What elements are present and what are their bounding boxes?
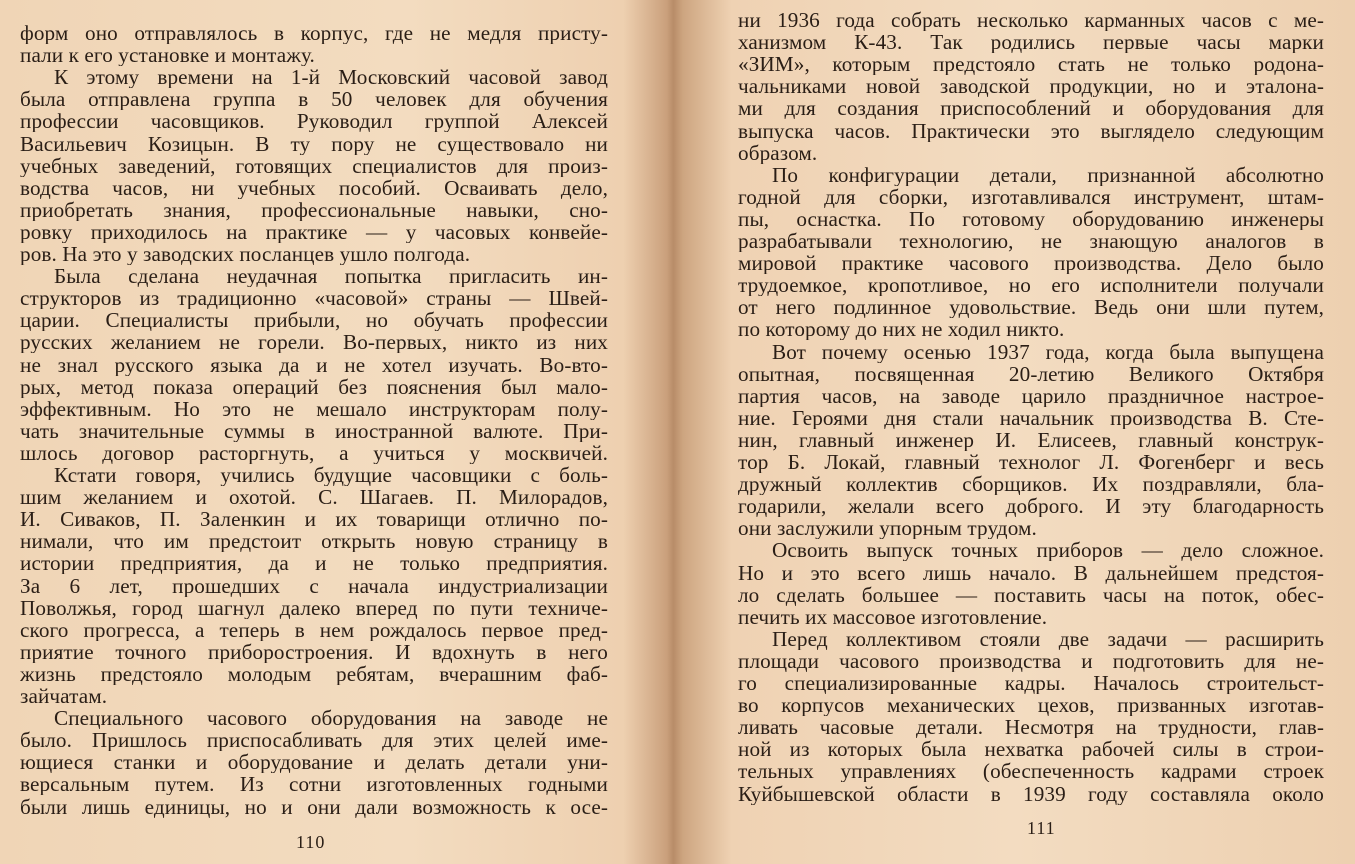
text-line: опытная, посвященная 20-летию Великого Октября — [738, 362, 1324, 385]
text-line: годной для сборки, изготавливался инструмент, штам- — [738, 185, 1324, 208]
text-line: трудоемкое, кропотливое, но его исполнители получали — [738, 274, 1324, 297]
text-line: выпуска часов. Практически это выглядело следующим — [738, 119, 1324, 142]
text-line: площади часового производства и подготовить для не- — [738, 649, 1324, 672]
text-line: «ЗИМ», которым предстояло стать не только родона- — [738, 53, 1324, 76]
text-line: И. Сиваков, П. Заленкин и их товарищи отлично по- — [20, 508, 608, 531]
text-line: пали к его установке и монтажу. — [20, 44, 315, 67]
text-line: структоров из традиционно «часовой» страны — Швей- — [20, 287, 608, 310]
text-line: дружный коллектив сборщиков. Их поздравляли, бла- — [738, 473, 1324, 496]
text-line: разрабатывали технологию, не знающую аналогов в — [738, 230, 1324, 252]
text-line: Вот почему осенью 1937 года, когда была выпущена — [772, 340, 1324, 363]
text-line: не знал русского языка да и не хотел изучать. Во-вто- — [20, 353, 608, 376]
text-line: от него подлинное удовольствие. Ведь они шли путем, — [738, 296, 1324, 319]
text-line: чать значительные суммы в иностранной валюте. При- — [20, 419, 608, 442]
text-line: Кстати говоря, учились будущие часовщики с боль- — [54, 464, 608, 486]
text-line: версальным путем. Из сотни изготовленных годными — [20, 773, 608, 796]
text-line: тор Б. Локай, главный технолог Л. Фогенберг и весь — [738, 451, 1324, 473]
text-line: истории предприятия, да и не только предприятия. — [20, 552, 608, 575]
text-line: зайчатам. — [20, 685, 108, 707]
text-line: чальниками новой заводской продукции, но и эталона- — [738, 75, 1324, 98]
text-line: жизнь предстояло молодым ребятам, вчерашним фаб- — [20, 662, 608, 685]
text-line: Поволжья, город шагнул далеко вперед по пути техниче- — [20, 596, 608, 619]
text-line: водства часов, ни учебных пособий. Осваивать дело, — [20, 176, 608, 199]
text-line: ров. На это у заводских посланцев ушло полгода. — [20, 243, 471, 265]
text-line: были лишь единицы, но и они дали возможность к осе- — [20, 795, 608, 818]
text-line: они заслужили упорным трудом. — [738, 517, 1037, 540]
left-page — [0, 0, 660, 864]
text-line: ханизмом К-43. Так родились первые часы марки — [738, 31, 1324, 54]
text-line: Но и это всего лишь начало. В дальнейшем предстоя- — [738, 561, 1324, 584]
text-line: Перед коллективом стояли две задачи — расширить — [772, 627, 1324, 650]
text-line: по которому до них не ходил никто. — [738, 318, 1065, 341]
text-line: было. Пришлось приспосабливать для этих целей име- — [20, 729, 608, 752]
text-line: нимали, что им предстоит открыть новую страницу в — [20, 530, 608, 553]
text-line: ющиеся станки и оборудование и делать детали уни- — [20, 751, 608, 774]
text-line: годарили, желали всего доброго. И эту благодарность — [738, 495, 1324, 518]
text-line: партия часов, на заводе царило праздничное настрое- — [738, 384, 1324, 407]
text-line: учебных заведений, готовящих специалистов для произ- — [20, 154, 608, 177]
text-line: ние. Героями дня стали начальник производства В. Сте- — [738, 406, 1324, 429]
text-line: ливать часовые детали. Несмотря на трудности, глав- — [738, 716, 1324, 739]
text-line: Васильевич Козицын. В ту пору не существовало ни — [20, 132, 608, 155]
text-line: За 6 лет, прошедших с начала индустриализации — [20, 574, 608, 597]
text-line: во корпусов механических цехов, призванных изготав- — [738, 694, 1324, 717]
text-line: была отправлена группа в 50 человек для обучения — [20, 88, 608, 111]
text-line: рых, метод показа операций без пояснения был мало- — [20, 375, 608, 398]
text-line: тельных управлениях (обеспеченность кадрами строек — [738, 760, 1324, 783]
text-line: пы, оснастка. По готовому оборудованию инженеры — [738, 207, 1324, 230]
text-line: го специализированные кадры. Началось строительст- — [738, 672, 1324, 694]
text-line: печить их массовое изготовление. — [738, 605, 1048, 628]
text-line: мировой практике часового производства. Дело было — [738, 252, 1324, 275]
text-line: форм оно отправлялось в корпус, где не медля присту- — [20, 22, 608, 44]
text-line: шлось договор расторгнуть, а учиться у москвичей. — [20, 441, 608, 464]
text-line: нин, главный инженер И. Елисеев, главный конструк- — [738, 428, 1324, 451]
page-number-right: 111 — [1027, 818, 1056, 838]
text-line: профессии часовщиков. Руководил группой Алексей — [20, 110, 608, 133]
text-line: Куйбышевской области в 1939 году составляла около — [738, 782, 1324, 805]
text-line: ни 1936 года собрать несколько карманных часов с ме- — [738, 9, 1324, 31]
text-line: Освоить выпуск точных приборов — дело сложное. — [772, 539, 1324, 562]
text-line: ми для создания приспособлений и оборудования для — [738, 97, 1324, 120]
text-line: шим желанием и охотой. С. Шагаев. П. Милорадов, — [20, 486, 608, 509]
right-page — [690, 0, 1355, 864]
text-line: По конфигурации детали, признанной абсолютно — [772, 163, 1324, 186]
text-line: русских желанием не горели. Во-первых, никто из них — [20, 331, 608, 354]
text-line: приятие точного приборостроения. И вдохнуть в него — [20, 640, 608, 663]
text-line: ной из которых была нехватка рабочей силы в строи- — [738, 738, 1324, 761]
text-line: образом. — [738, 141, 818, 164]
page-number-left: 110 — [296, 832, 326, 852]
text-line: эффективным. Но это не мешало инструкторам полу- — [20, 397, 608, 420]
text-line: ровку приходилось на практике — у часовых конвейе- — [20, 220, 608, 243]
text-line: царии. Специалисты прибыли, но обучать профессии — [20, 309, 608, 332]
text-line: приобретать знания, профессиональные навыки, сно- — [20, 198, 608, 221]
text-line: Специального часового оборудования на заводе не — [54, 707, 608, 730]
text-line: Была сделана неудачная попытка пригласить ин- — [54, 265, 608, 288]
text-line: К этому времени на 1-й Московский часовой завод — [54, 66, 608, 89]
text-line: ло сделать большее — поставить часы на поток, обес- — [738, 583, 1324, 606]
text-line: ского прогресса, а теперь в нем рождалось первое пред- — [20, 618, 608, 641]
